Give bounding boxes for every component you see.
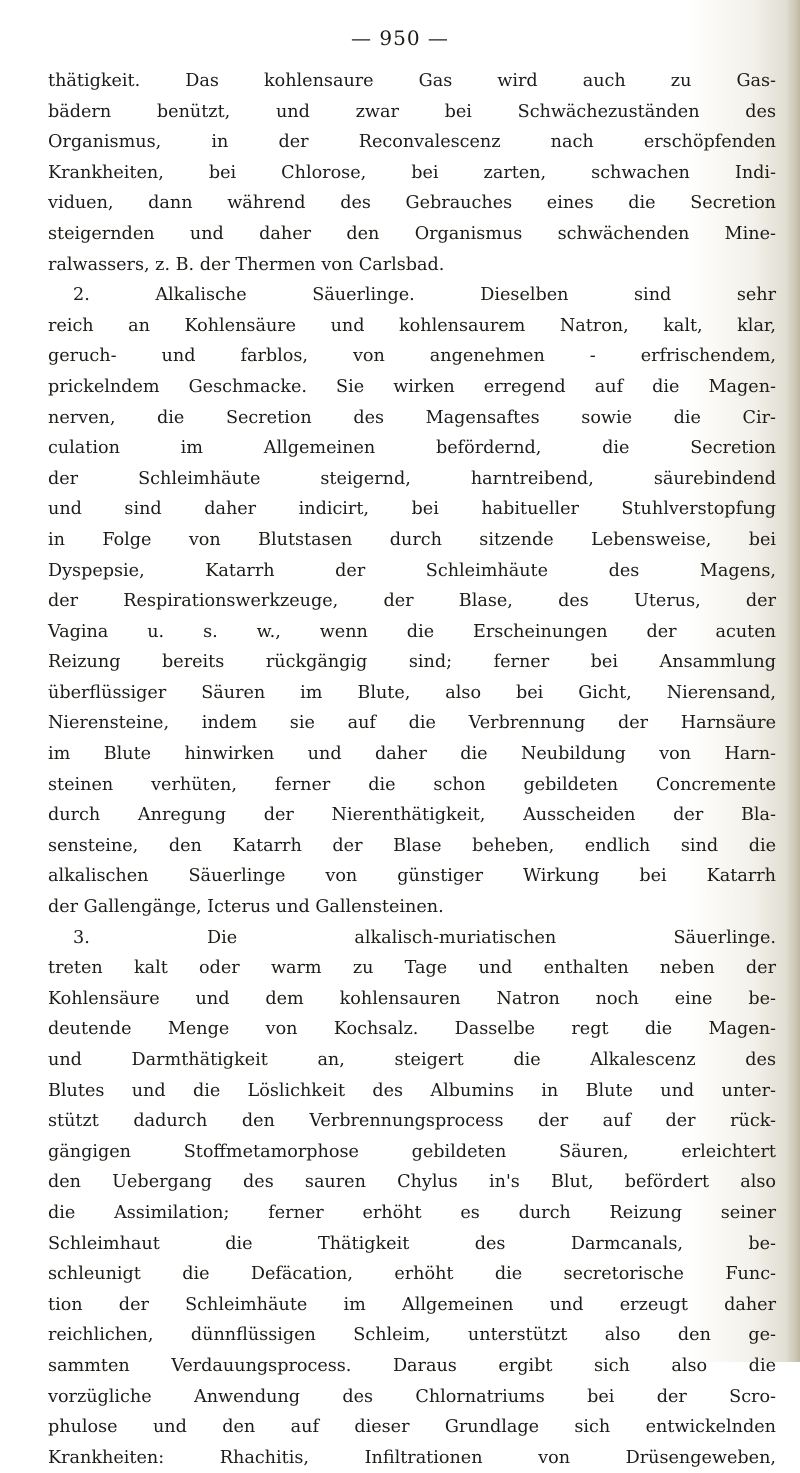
text-line-44: vorzügliche Anwendung des Chlornatriums bei der Scro-	[48, 1386, 776, 1407]
text-line-31: Kohlensäure und dem kohlensauren Natron noch eine be-	[48, 988, 776, 1009]
text-line-43: sammten Verdauungsprocess. Daraus ergibt sich also die	[48, 1355, 776, 1376]
text-line-14: der Schleimhäute steigernd, harntreibend, säurebindend	[48, 468, 776, 489]
text-line-10: geruch- und farblos, von angenehmen - erfrischendem,	[48, 346, 776, 367]
text-line-39: Schleimhaut die Thätigkeit des Darmcanals, be-	[48, 1233, 776, 1254]
text-line-4: Krankheiten, bei Chlorose, bei zarten, schwachen Indi-	[48, 162, 776, 183]
text-line-24: steinen verhüten, ferner die schon gebildeten Concremente	[48, 774, 776, 795]
text-line-8: 2. Alkalische Säuerlinge. Dieselben sind sehr	[73, 285, 776, 306]
text-line-33: und Darmthätigkeit an, steigert die Alkalescenz des	[48, 1050, 776, 1070]
text-line-6: steigernden und daher den Organismus schwächenden Mine-	[48, 223, 776, 244]
text-line-16: in Folge von Blutstasen durch sitzende Lebensweise, bei	[48, 529, 776, 550]
body-text	[48, 66, 776, 1473]
text-line-38: die Assimilation; ferner erhöht es durch Reizung seiner	[48, 1202, 776, 1223]
text-line-29: 3. Die alkalisch-muriatischen Säuerlinge.	[73, 927, 776, 948]
text-line-11: prickelndem Geschmacke. Sie wirken erregend auf die Magen-	[48, 376, 776, 397]
text-line-26: sensteine, den Katarrh der Blase beheben, endlich sind die	[48, 835, 776, 856]
text-line-36: gängigen Stoffmetamorphose gebildeten Säuren, erleichtert	[48, 1141, 776, 1162]
text-line-22: Nierensteine, indem sie auf die Verbrennung der Harnsäure	[48, 713, 776, 734]
text-line-3: Organismus, in der Reconvalescenz nach erschöpfenden	[48, 132, 776, 153]
text-line-13: culation im Allgemeinen befördernd, die Secretion	[48, 438, 776, 459]
text-line-37: den Uebergang des sauren Chylus in's Blut, befördert also	[48, 1172, 776, 1193]
text-line-27: alkalischen Säuerlinge von günstiger Wirkung bei Katarrh	[48, 866, 776, 887]
text-line-25: durch Anregung der Nierenthätigkeit, Ausscheiden der Bla-	[48, 805, 776, 826]
text-line-42: reichlichen, dünnflüssigen Schleim, unterstützt also den ge-	[48, 1325, 776, 1346]
text-line-32: deutende Menge von Kochsalz. Dasselbe regt die Magen-	[48, 1019, 776, 1040]
text-line-41: tion der Schleimhäute im Allgemeinen und erzeugt daher	[48, 1294, 776, 1315]
text-line-1: thätigkeit. Das kohlensaure Gas wird auch zu Gas-	[48, 71, 776, 91]
text-line-23: im Blute hinwirken und daher die Neubildung von Harn-	[48, 744, 776, 765]
text-line-40: schleunigt die Defäcation, erhöht die secretorische Func-	[48, 1264, 776, 1285]
text-line-7: ralwassers, z. B. der Thermen von Carlsbad.	[48, 254, 445, 275]
text-line-28: der Gallengänge, Icterus und Gallensteinen.	[48, 897, 444, 918]
text-line-19: Vagina u. s. w., wenn die Erscheinungen der acuten	[48, 621, 776, 642]
text-line-20: Reizung bereits rückgängig sind; ferner bei Ansammlung	[48, 652, 776, 673]
text-line-45: phulose und den auf dieser Grundlage sich entwickelnden	[48, 1417, 776, 1438]
text-line-15: und sind daher indicirt, bei habitueller Stuhlverstopfung	[48, 499, 776, 520]
text-line-12: nerven, die Secretion des Magensaftes sowie die Cir-	[48, 407, 776, 428]
text-line-9: reich an Kohlensäure und kohlensaurem Natron, kalt, klar,	[48, 315, 776, 336]
text-line-34: Blutes und die Löslichkeit des Albumins in Blute und unter-	[48, 1080, 776, 1101]
text-line-5: viduen, dann während des Gebrauches eines die Secretion	[48, 193, 776, 214]
page-edge-shadow	[786, 0, 800, 1362]
text-line-2: bädern benützt, und zwar bei Schwächezuständen des	[48, 101, 776, 122]
text-line-46: Krankheiten: Rhachitis, Infiltrationen von Drüsengeweben,	[48, 1447, 776, 1468]
page-number: — 950 —	[351, 26, 449, 50]
text-line-17: Dyspepsie, Katarrh der Schleimhäute des Magens,	[48, 560, 776, 581]
text-line-21: überflüssiger Säuren im Blute, also bei Gicht, Nierensand,	[48, 682, 776, 703]
text-line-18: der Respirationswerkzeuge, der Blase, des Uterus, der	[48, 591, 776, 612]
text-line-30: treten kalt oder warm zu Tage und enthalten neben der	[48, 958, 776, 979]
text-line-35: stützt dadurch den Verbrennungsprocess der auf der rück-	[48, 1111, 776, 1132]
